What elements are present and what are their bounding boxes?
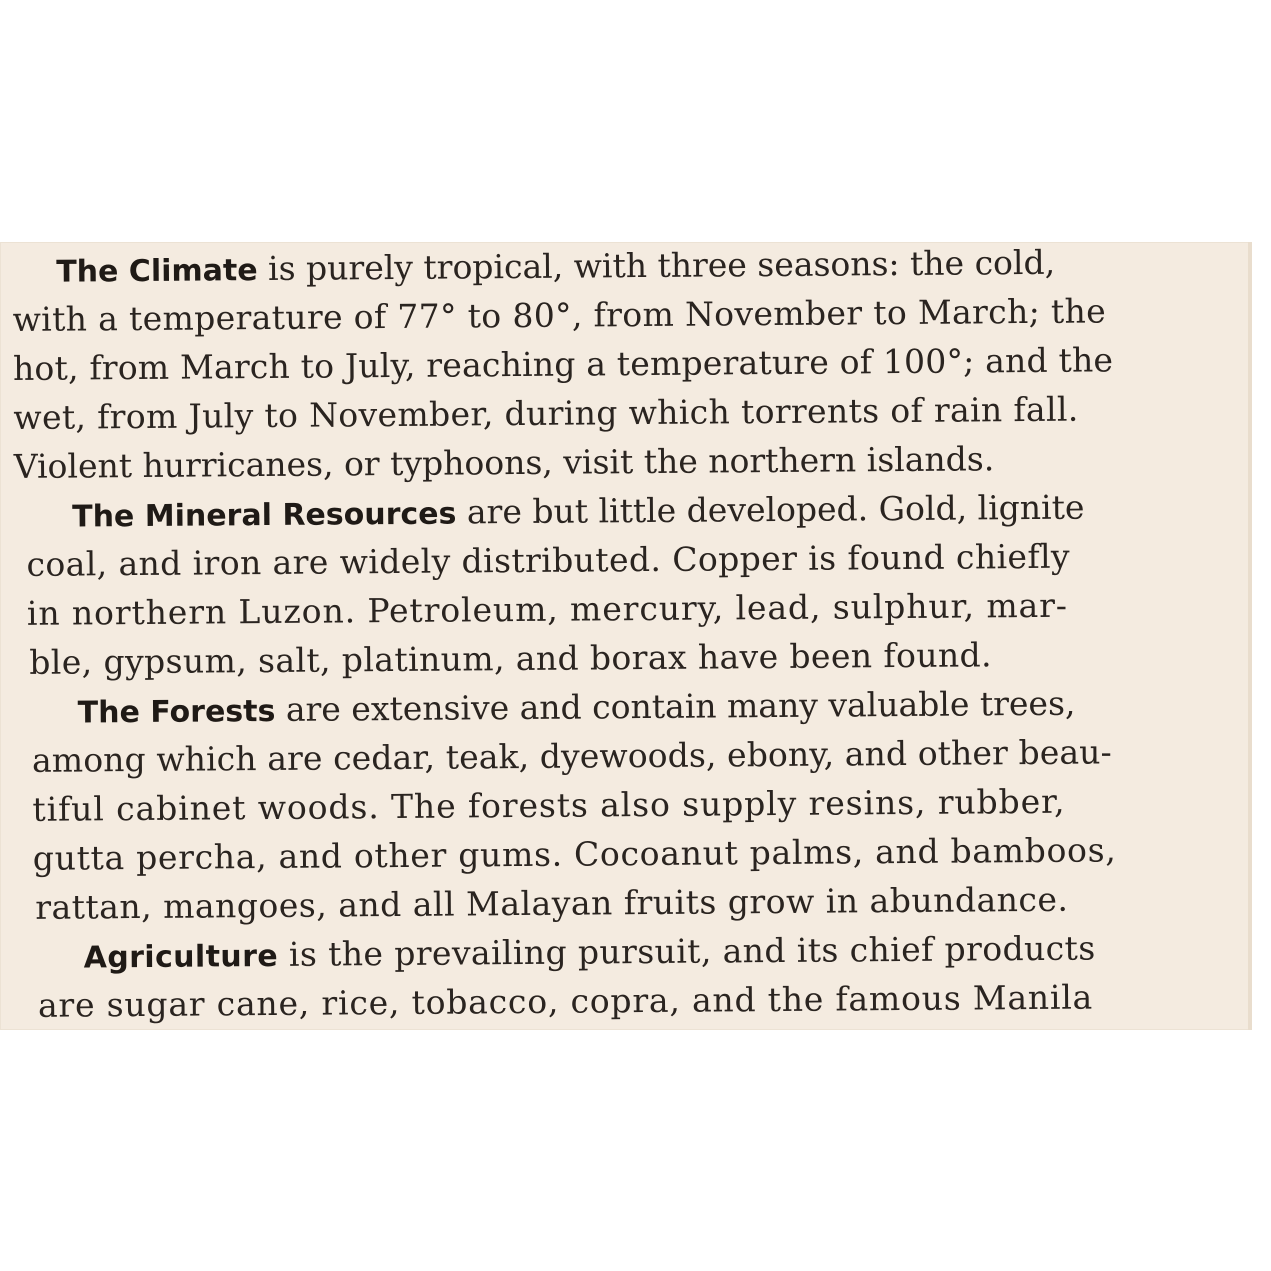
agriculture-text: is the prevailing pursuit, and its chief products: [277, 928, 1096, 974]
minerals-heading: The Mineral Resources: [72, 496, 457, 535]
climate-heading: The Climate: [56, 253, 258, 290]
agriculture-heading: Agriculture: [83, 938, 279, 976]
forests-line-1: [77, 683, 1076, 731]
agriculture-line-1: [83, 928, 1096, 976]
forests-heading: The Forests: [77, 693, 276, 731]
climate-line-3: hot, from March to July, reaching a temperature of 100°; and the: [12, 340, 1114, 388]
climate-line-4: wet, from July to November, during which torrents of rain fall.: [13, 389, 1079, 437]
minerals-line-4: ble, gypsum, salt, platinum, and borax have been found.: [29, 635, 993, 682]
minerals-line-2: coal, and iron are widely distributed. Copper is found chiefly: [26, 536, 1071, 584]
climate-text: is purely tropical, with three seasons: the cold,: [257, 242, 1056, 289]
minerals-text: are but little developed. Gold, lignite: [456, 487, 1085, 532]
forests-line-4: gutta percha, and other gums. Cocoanut palms, and bamboos,: [32, 830, 1117, 878]
minerals-line-1: [72, 487, 1085, 535]
forests-line-2: among which are cedar, teak, dyewoods, ebony, and other beau-: [31, 732, 1112, 780]
forests-line-5: rattan, mangoes, and all Malayan fruits grow in abundance.: [35, 879, 1069, 927]
forests-text: are extensive and contain many valuable trees,: [275, 683, 1076, 729]
newspaper-clipping: [0, 242, 1252, 1030]
climate-line-1: [56, 242, 1056, 290]
climate-line-2: with a temperature of 77° to 80°, from November to March; the: [12, 291, 1107, 339]
agriculture-line-2: are sugar cane, rice, tobacco, copra, and the famous Manila: [37, 977, 1094, 1025]
forests-line-3: tiful cabinet woods. The forests also supply resins, rubber,: [32, 781, 1066, 829]
climate-line-5: Violent hurricanes, or typhoons, visit the northern islands.: [13, 439, 995, 486]
minerals-line-3: in northern Luzon. Petroleum, mercury, lead, sulphur, mar-: [26, 585, 1069, 633]
